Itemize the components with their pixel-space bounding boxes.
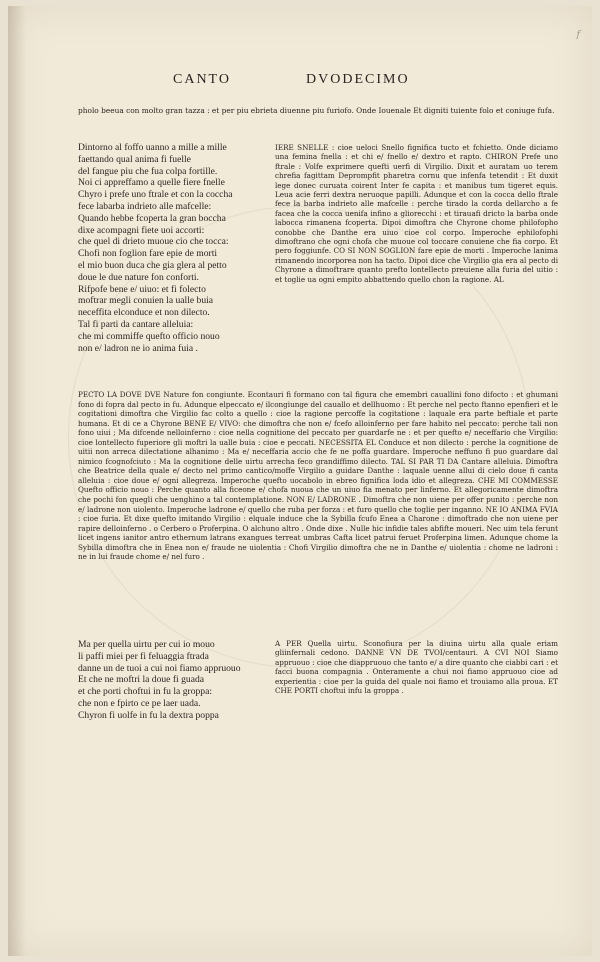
verse-block-2 xyxy=(78,639,278,722)
verse-line: non e/ ladron ne io anima fuia . xyxy=(78,342,198,354)
verse-line: del fangue piu che fua colpa fortille. xyxy=(78,165,218,177)
verse-line: Dintorno al foffo uanno a mille a mille xyxy=(78,142,227,153)
manuscript-page xyxy=(8,6,592,956)
verse-line: Chyro i prefe uno ftrale et con la coccha xyxy=(78,189,233,201)
top-gloss: pholo beeua con molto gran tazza : et per piu ebrieta diuenne piu furiofo. Onde Iouenale Et digniti tuiente folo et coniuge fufa. xyxy=(78,106,555,115)
verse-line: faettando qual anima fi fuelle xyxy=(78,153,191,165)
commentary-right-1: IERE SNELLE : cioe ueloci Snello fignifica tucto et fchietto. Onde diciamo una femina fnella : et chi e/ fnello e/ dextro et rapto. CHIRON Prefe uno ftrale : Volfe exprimere quefti uerfi di Virgilio. Dixit et auratam uo terem chrefia fagittam Deprompfit pharetra cornu que infenfa tetendit : Et duxit lege donec curuata coirent Inter fe capita : et manibus tum tigeret equis. Leua acie ferri dextra neruoque papilli. Adunque et con la cocca dello ftrale fece la barba indrieto alle mafcelle : perche tirado la corda dellarcho a fe facea che la cocca uenifa infino a gliorecchi : et tirauafi dricto la barba onde labocca rimanena fcoperta. Dipoi dimoftra che Chyrone chome philofopho conobbe che Danthe era uiuo cioe col corpo. Imperoche ephilofophi dimoftrano che ogni chofa che muoue col toccare conuiene che fia corpo. Et pero foggiunfe. CO SI NON SOGLION fare epie de morti . Imperoche lanima rimanendo incorporea non ha tacto. Dipoi dice che Virgilio gia era al pecto di Chyrone a dimoftrare quanto prefto lontellecto preuiene alla furia del uitio : et toglie ua ogni empito abbattendo quello chon la ragione. AL xyxy=(275,143,558,284)
gutter-shadow xyxy=(8,6,26,956)
commentary-full-width: PECTO LA DOVE DVE Nature fon congiunte. Econtauri fi formano con tal figura che emembri cauallini fono difocto : et ghumani fono di fopra dal pecto in fu. Adunque elpeccato e/ ilcongiunge del cauallo et dellhuomo : Et perche nel pecto ftanno epenfieri et le cogitationi dimoftra che Virgilio fac colto a quello : cioe la ragione percoffe la cogitatione : laquale era parte beftiale et parte humana. Et di ce a Chyrone BENE E/ VIVO: che dimoftra che non e/ fcefo alloinferno per fare habito nel peccato: perche tali non fono uiui ; Ma difcende nelloinferno : cioe nella cognitione del peccato per guardarfe ne : et per quefto e/ neceffario che Virgilio: cioe lontellecto fuperiore gli moftri la ualle buia : cioe e peccati. NECESSITA EL Conduce et non dilecto : perche la cognitione de uitii non arreca dilectatione alhanimo : Ma e/ neceffaria accio che fe ne poffa guardare. Imperoche neffuno fi puo guardare dal nimico fcognofciuto : Ma la cognitione delle uirtu arrecha feco grandiffimo dilecto. TAL SI PAR TI DA Cantare alleluia. Dimoftra che Beatrice della quale e/ decto nel primo cantico/moffe Virgilio a guidare Danthe : laquale uenne allui di cielo doue fi canta alleluia : cioe doue e/ ogni allegreza. Imperoche quefto uocabolo in ebreo fignifica loda idio et allegreza. CHE MI COMMESSE Quefto officio nouo : Perche quanto alla ficeone e/ chofa nuoua che un uiuo fia menato per linferno. Et allegoricamente dimoftra che pochi fon quegli che uenghino a tal contemplatione. NON E/ LADRONE . Dimoftra che non uiene per offer punito : perche non e/ ladrone non uiolento. Imperoche ladrone e/ quello che ruba per forza : et furo quello che toglie per inganno. NE IO ANIMA FVIA : cioe furia. Et dixe quefto imitando Virgilio : elquale induce che la Sybilla fcufo Enea a Charone : dimoftrado che non uiene per rapire delloinferno . o Cerbero o Proferpina. O alchuno altro . Onde dixe . Nulle hic infidie tales abfifte moueri. Nec uim tela ferunt licet ingens ianitor antro ethernum latrans exangues terreat umbras Cafta licet patrui feruet Proferpina limen. Adunque chome la Sybilla dimoftra che in Enea non e/ fraude ne uiolentia : Chofi Virgilio dimoftra che ne in Danthe e/ uiolentia : chome ne ladroni : ne in lui fraude chome e/ nel furo . xyxy=(78,390,558,562)
verse-line: Ma per quella uirtu per cui io mouo xyxy=(78,639,215,650)
verse-line: Chyron fi uolfe in fu la dextra poppa xyxy=(78,709,219,721)
verse-line: Rifpofe bene e/ uiuo: et fi folecto xyxy=(78,283,206,295)
verse-line: el mio buon duca che gia glera al petto xyxy=(78,259,227,271)
running-head-canto: CANTO xyxy=(173,72,231,87)
verse-line: Et che ne moftri la doue fi guada xyxy=(78,674,205,686)
verse-line: Noi ci appreffamo a quelle fiere fnelle xyxy=(78,177,225,189)
verse-line: che quel di drieto muoue cio che tocca: xyxy=(78,236,229,248)
verse-block-1 xyxy=(78,142,278,354)
verse-line: danne un de tuoi a cui noi fiamo appruouo xyxy=(78,662,241,674)
verse-line: li paffi miei per fi feluaggia ftrada xyxy=(78,650,209,662)
corner-mark: f xyxy=(576,30,580,40)
running-head-dvodecimo: DVODECIMO xyxy=(306,72,410,87)
verse-line: moftrar megli conuien la ualle buia xyxy=(78,295,214,307)
verse-line: neceffita elconduce et non dilecto. xyxy=(78,307,210,319)
verse-line: Quando hebbe fcoperta la gran boccha xyxy=(78,212,226,224)
verse-line: che mi commiffe quefto officio nouo xyxy=(78,330,220,342)
verse-line: Tal fi parti da cantare alleluia: xyxy=(78,318,194,330)
verse-line: fece labarba indrieto alle mafcelle: xyxy=(78,200,212,212)
verse-line: Chofi non foglion fare epie de morti xyxy=(78,248,218,260)
verse-line: doue le due nature fon conforti. xyxy=(78,271,199,283)
commentary-right-2: A PER Quella uirtu. Sconofiura per la diuina uirtu alla quale eriam gliinfernali cedono. DANNE VN DE TVOI/centauri. A CVI NOI Siamo appruouo : cioe che diappruouo che tanto e/ a dire quanto che ciabbi cari : et facci buona compagnia . Onteramente a chui noi fiamo appruouo cioe ad experientia : cioe per la guida del quale noi fiamo et trouiamo alla proua. ET CHE PORTI choftui infu la groppa . xyxy=(275,639,558,696)
verse-line: et che porti choftui in fu la groppa: xyxy=(78,686,213,698)
verse-line: che non e fpirto ce pe laer uada. xyxy=(78,697,201,709)
verse-line: dixe acompagni fiete uoi accorti: xyxy=(78,224,205,236)
